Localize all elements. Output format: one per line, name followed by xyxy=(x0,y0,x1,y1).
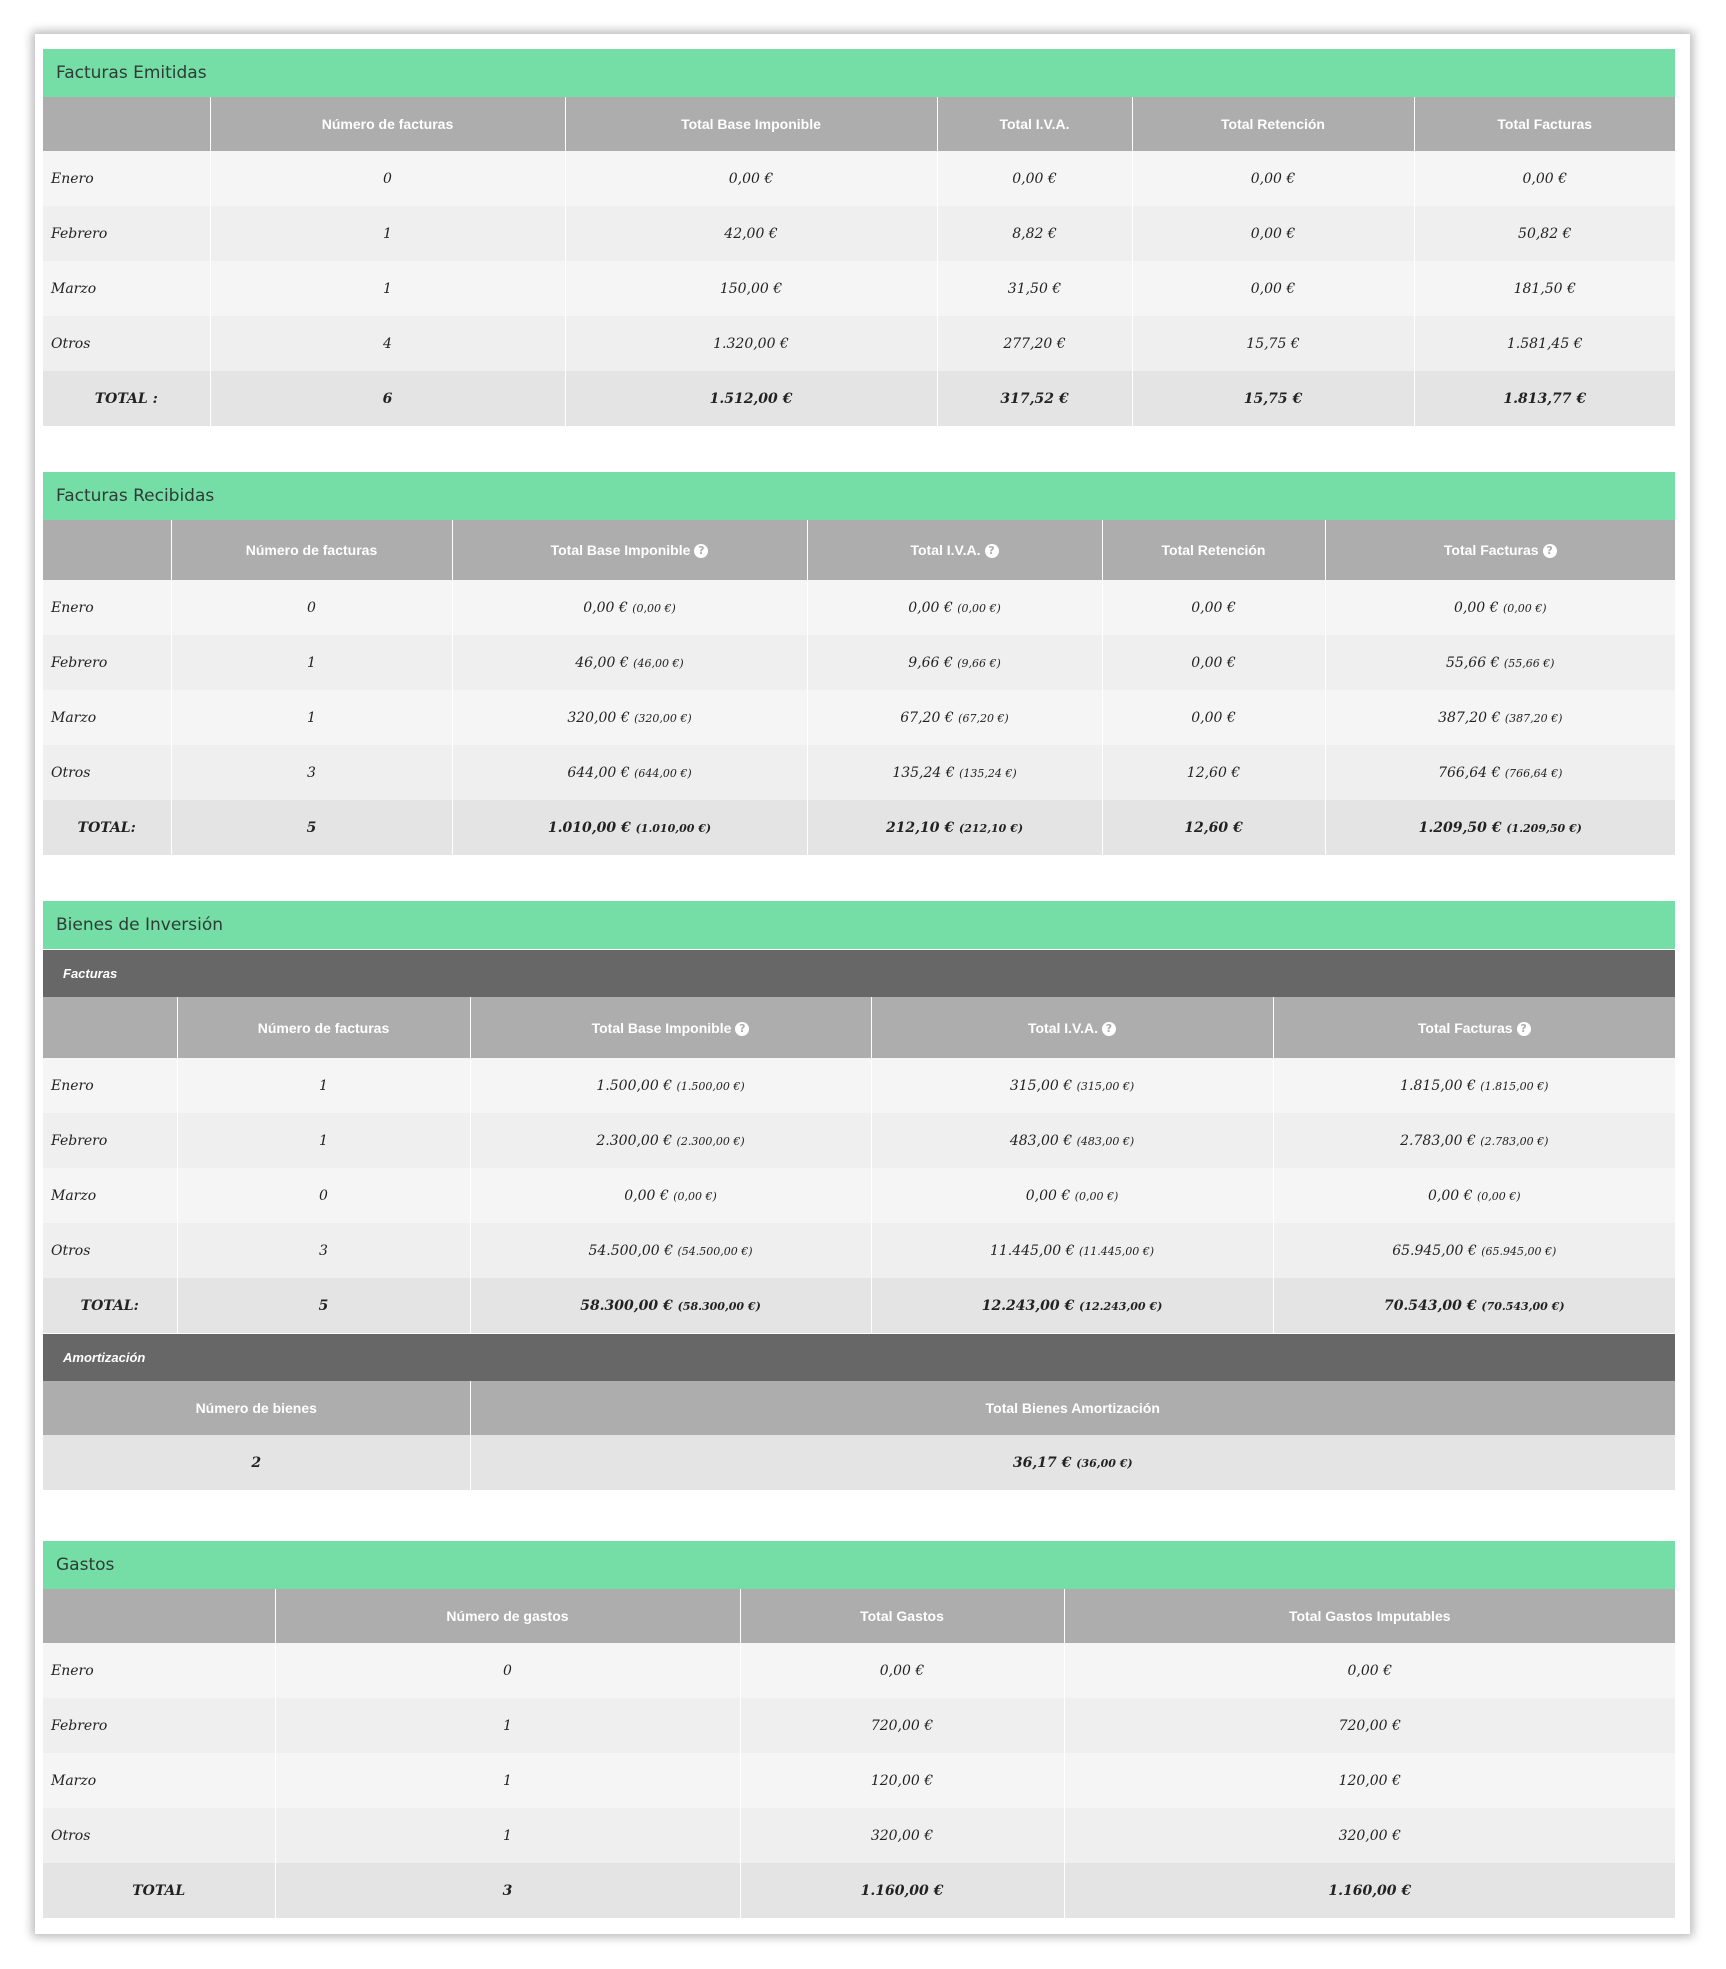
table-row xyxy=(43,745,1675,800)
value: 320,00 € xyxy=(567,709,630,726)
column-header: Total Gastos Imputables xyxy=(1064,1589,1675,1643)
table-header-row xyxy=(43,520,1675,580)
value: 2.783,00 € xyxy=(1400,1132,1476,1149)
column-header: Total I.V.A. xyxy=(937,97,1132,151)
amort-total xyxy=(470,1435,1675,1490)
cell-base xyxy=(452,580,807,635)
row-label: Enero xyxy=(43,580,171,635)
help-icon[interactable]: ? xyxy=(1517,1022,1531,1036)
value: 0,00 € xyxy=(908,599,953,616)
column-header: Número de facturas xyxy=(177,997,470,1058)
value: 483,00 € xyxy=(1009,1132,1073,1149)
cell-base: 42,00 € xyxy=(565,206,937,261)
cell-num: 4 xyxy=(210,316,565,371)
row-label: Otros xyxy=(43,745,171,800)
totals-label: TOTAL : xyxy=(43,371,210,426)
cell-iva xyxy=(871,1223,1273,1278)
total-facturas xyxy=(1325,800,1675,855)
total-base xyxy=(452,800,807,855)
cell-total xyxy=(1273,1058,1675,1113)
value-sub: (55,66 €) xyxy=(1503,656,1555,670)
cell-base xyxy=(452,745,807,800)
cell-num: 1 xyxy=(275,1753,740,1808)
value-sub: (0,00 €) xyxy=(957,601,1001,615)
cell-ret: 0,00 € xyxy=(1132,206,1414,261)
value: 0,00 € xyxy=(1025,1187,1071,1204)
value: 315,00 € xyxy=(1009,1077,1073,1094)
value: 70.543,00 € xyxy=(1383,1297,1477,1314)
table-row xyxy=(43,635,1675,690)
value: 54.500,00 € xyxy=(588,1242,674,1259)
value-sub: (2.300,00 €) xyxy=(676,1134,745,1148)
cell-iva xyxy=(807,635,1102,690)
column-header xyxy=(43,520,171,580)
totals-label: TOTAL: xyxy=(43,1278,177,1333)
column-header xyxy=(43,1589,275,1643)
cell-base xyxy=(470,1058,871,1113)
table-row xyxy=(43,316,1675,371)
total-num: 6 xyxy=(210,371,565,426)
cell-base: 0,00 € xyxy=(565,151,937,206)
total-iva xyxy=(871,1278,1273,1333)
table-row xyxy=(43,690,1675,745)
cell-num: 0 xyxy=(275,1643,740,1698)
cell-base xyxy=(470,1223,871,1278)
header-label: Total I.V.A. xyxy=(1027,1019,1098,1036)
row-label: Otros xyxy=(43,316,210,371)
row-label: Otros xyxy=(43,1223,177,1278)
section-gastos xyxy=(43,1541,1675,1918)
cell-total xyxy=(1325,690,1675,745)
value-sub: (11.445,00 €) xyxy=(1079,1244,1155,1258)
value-sub: (315,00 €) xyxy=(1076,1079,1135,1093)
value-sub: (766,64 €) xyxy=(1504,766,1563,780)
cell-ret: 0,00 € xyxy=(1132,261,1414,316)
total-iva: 317,52 € xyxy=(937,371,1132,426)
section-facturas-emitidas xyxy=(43,49,1675,426)
cell-imputables: 0,00 € xyxy=(1064,1643,1675,1698)
value: 0,00 € xyxy=(1453,599,1499,616)
cell-total xyxy=(1273,1223,1675,1278)
facturas-recibidas-table xyxy=(43,520,1675,855)
cell-base xyxy=(470,1168,871,1223)
section-bienes-inversion xyxy=(43,901,1675,1490)
amort-num: 2 xyxy=(43,1435,470,1490)
value-sub: (212,10 €) xyxy=(959,821,1024,835)
help-icon[interactable]: ? xyxy=(694,544,708,558)
value: 2.300,00 € xyxy=(596,1132,673,1149)
value: 1.010,00 € xyxy=(547,819,631,836)
section-facturas-recibidas xyxy=(43,472,1675,855)
value-sub: (9,66 €) xyxy=(957,656,1001,670)
cell-num: 1 xyxy=(177,1113,470,1168)
column-header: Número de facturas xyxy=(171,520,452,580)
column-header xyxy=(807,520,1102,580)
cell-ret: 0,00 € xyxy=(1102,635,1325,690)
cell-iva: 8,82 € xyxy=(937,206,1132,261)
value: 9,66 € xyxy=(908,654,953,671)
column-header: Número de gastos xyxy=(275,1589,740,1643)
cell-ret: 15,75 € xyxy=(1132,316,1414,371)
cell-total: 120,00 € xyxy=(740,1753,1064,1808)
totals-label: TOTAL xyxy=(43,1863,275,1918)
cell-iva xyxy=(871,1058,1273,1113)
value: 212,10 € xyxy=(885,819,955,836)
value-sub: (1.209,50 €) xyxy=(1506,821,1582,835)
value-sub: (1.010,00 €) xyxy=(635,821,712,835)
value-sub: (483,00 €) xyxy=(1076,1134,1135,1148)
table-header-row xyxy=(43,1589,1675,1643)
totals-row xyxy=(43,371,1675,426)
row-label: Otros xyxy=(43,1808,275,1863)
cell-total xyxy=(1325,635,1675,690)
value-sub: (0,00 €) xyxy=(632,601,676,615)
column-header xyxy=(470,997,871,1058)
cell-base: 1.320,00 € xyxy=(565,316,937,371)
help-icon[interactable]: ? xyxy=(1543,544,1557,558)
cell-num: 3 xyxy=(171,745,452,800)
total-facturas: 1.813,77 € xyxy=(1414,371,1675,426)
cell-num: 0 xyxy=(177,1168,470,1223)
row-label: Enero xyxy=(43,1643,275,1698)
table-row xyxy=(43,1753,1675,1808)
cell-iva xyxy=(871,1113,1273,1168)
subsection-facturas-bar: Facturas xyxy=(43,949,1675,997)
value-sub: (70.543,00 €) xyxy=(1481,1299,1565,1313)
column-header: Total Retención xyxy=(1102,520,1325,580)
value-sub: (387,20 €) xyxy=(1504,711,1563,725)
column-header: Total Facturas xyxy=(1414,97,1675,151)
column-header xyxy=(43,997,177,1058)
row-label: Marzo xyxy=(43,690,171,745)
cell-base: 150,00 € xyxy=(565,261,937,316)
value-sub: (0,00 €) xyxy=(1476,1189,1521,1203)
total-num: 5 xyxy=(171,800,452,855)
cell-num: 0 xyxy=(171,580,452,635)
value-sub: (36,00 €) xyxy=(1076,1456,1133,1470)
row-label: Febrero xyxy=(43,635,171,690)
section-title: Facturas Emitidas xyxy=(43,49,1675,97)
totals-row xyxy=(43,1863,1675,1918)
value-sub: (65.945,00 €) xyxy=(1481,1244,1557,1258)
value-sub: (46,00 €) xyxy=(633,656,684,670)
value: 387,20 € xyxy=(1438,709,1501,726)
value: 46,00 € xyxy=(575,654,629,671)
row-label: Marzo xyxy=(43,1753,275,1808)
row-label: Marzo xyxy=(43,1168,177,1223)
table-row xyxy=(43,261,1675,316)
total-num: 5 xyxy=(177,1278,470,1333)
cell-iva xyxy=(871,1168,1273,1223)
column-header: Total Gastos xyxy=(740,1589,1064,1643)
cell-num: 1 xyxy=(275,1698,740,1753)
column-header: Número de facturas xyxy=(210,97,565,151)
amortizacion-table xyxy=(43,1381,1675,1490)
amortizacion-row xyxy=(43,1435,1675,1490)
table-header-row xyxy=(43,997,1675,1058)
value-sub: (2.783,00 €) xyxy=(1480,1134,1549,1148)
cell-num: 1 xyxy=(177,1058,470,1113)
value-sub: (67,20 €) xyxy=(958,711,1009,725)
column-header: Total Retención xyxy=(1132,97,1414,151)
row-label: Enero xyxy=(43,151,210,206)
value: 58.300,00 € xyxy=(580,1297,673,1314)
row-label: Febrero xyxy=(43,1113,177,1168)
total-base: 1.512,00 € xyxy=(565,371,937,426)
cell-ret: 0,00 € xyxy=(1102,690,1325,745)
cell-total xyxy=(1325,580,1675,635)
value-sub: (54.500,00 €) xyxy=(677,1244,753,1258)
header-label: Total Base Imponible xyxy=(591,1019,732,1036)
column-header: Total Bienes Amortización xyxy=(470,1381,1675,1435)
cell-iva: 277,20 € xyxy=(937,316,1132,371)
row-label: Febrero xyxy=(43,1698,275,1753)
table-row xyxy=(43,1113,1675,1168)
value-sub: (12.243,00 €) xyxy=(1079,1299,1163,1313)
gastos-table xyxy=(43,1589,1675,1918)
total-num: 3 xyxy=(275,1863,740,1918)
table-row xyxy=(43,1698,1675,1753)
cell-imputables: 720,00 € xyxy=(1064,1698,1675,1753)
cell-base xyxy=(452,690,807,745)
cell-total: 181,50 € xyxy=(1414,261,1675,316)
cell-base xyxy=(470,1113,871,1168)
section-title: Gastos xyxy=(43,1541,1675,1589)
value: 67,20 € xyxy=(900,709,954,726)
cell-iva xyxy=(807,745,1102,800)
value-sub: (1.500,00 €) xyxy=(676,1079,745,1093)
total-base xyxy=(470,1278,871,1333)
column-header xyxy=(452,520,807,580)
cell-iva: 0,00 € xyxy=(937,151,1132,206)
cell-total: 0,00 € xyxy=(1414,151,1675,206)
cell-iva: 31,50 € xyxy=(937,261,1132,316)
total-facturas xyxy=(1273,1278,1675,1333)
section-title: Bienes de Inversión xyxy=(43,901,1675,949)
totals-row xyxy=(43,1278,1675,1333)
table-row xyxy=(43,580,1675,635)
cell-base xyxy=(452,635,807,690)
value: 36,17 € xyxy=(1012,1454,1072,1471)
table-row xyxy=(43,1643,1675,1698)
cell-total: 720,00 € xyxy=(740,1698,1064,1753)
value: 766,64 € xyxy=(1438,764,1501,781)
cell-ret: 0,00 € xyxy=(1132,151,1414,206)
total-iva xyxy=(807,800,1102,855)
value-sub: (0,00 €) xyxy=(1502,601,1547,615)
cell-total: 320,00 € xyxy=(740,1808,1064,1863)
value-sub: (0,00 €) xyxy=(673,1189,717,1203)
column-header: Total Base Imponible xyxy=(565,97,937,151)
value: 0,00 € xyxy=(1427,1187,1473,1204)
cell-total: 0,00 € xyxy=(740,1643,1064,1698)
value: 55,66 € xyxy=(1446,654,1500,671)
cell-num: 0 xyxy=(210,151,565,206)
bienes-inversion-facturas-table xyxy=(43,997,1675,1333)
table-row xyxy=(43,1168,1675,1223)
cell-total xyxy=(1273,1113,1675,1168)
column-header xyxy=(1273,997,1675,1058)
cell-num: 1 xyxy=(171,690,452,745)
cell-total: 50,82 € xyxy=(1414,206,1675,261)
subsection-amortizacion-bar: Amortización xyxy=(43,1333,1675,1381)
total-imputables: 1.160,00 € xyxy=(1064,1863,1675,1918)
value: 0,00 € xyxy=(624,1187,669,1204)
value-sub: (320,00 €) xyxy=(634,711,692,725)
table-header-row xyxy=(43,97,1675,151)
value: 1.815,00 € xyxy=(1400,1077,1476,1094)
cell-num: 1 xyxy=(275,1808,740,1863)
value: 1.209,50 € xyxy=(1418,819,1502,836)
value: 11.445,00 € xyxy=(989,1242,1075,1259)
cell-total xyxy=(1325,745,1675,800)
cell-num: 1 xyxy=(210,261,565,316)
value-sub: (58.300,00 €) xyxy=(677,1299,761,1313)
value: 65.945,00 € xyxy=(1392,1242,1477,1259)
table-row xyxy=(43,1808,1675,1863)
cell-total: 1.581,45 € xyxy=(1414,316,1675,371)
row-label: Enero xyxy=(43,1058,177,1113)
facturas-emitidas-table xyxy=(43,97,1675,426)
help-icon[interactable]: ? xyxy=(985,544,999,558)
totals-label: TOTAL: xyxy=(43,800,171,855)
table-row xyxy=(43,151,1675,206)
totals-row xyxy=(43,800,1675,855)
cell-num: 3 xyxy=(177,1223,470,1278)
section-title: Facturas Recibidas xyxy=(43,472,1675,520)
total-ret: 15,75 € xyxy=(1132,371,1414,426)
column-header xyxy=(871,997,1273,1058)
value-sub: (644,00 €) xyxy=(634,766,692,780)
cell-ret: 0,00 € xyxy=(1102,580,1325,635)
value: 0,00 € xyxy=(583,599,628,616)
header-label: Total I.V.A. xyxy=(910,542,981,558)
header-label: Total Base Imponible xyxy=(550,542,691,558)
cell-total xyxy=(1273,1168,1675,1223)
cell-num: 1 xyxy=(210,206,565,261)
cell-iva xyxy=(807,690,1102,745)
value-sub: (135,24 €) xyxy=(959,766,1017,780)
value-sub: (0,00 €) xyxy=(1074,1189,1119,1203)
table-header-row xyxy=(43,1381,1675,1435)
cell-imputables: 120,00 € xyxy=(1064,1753,1675,1808)
total-gastos: 1.160,00 € xyxy=(740,1863,1064,1918)
header-label: Total Facturas xyxy=(1417,1019,1513,1036)
table-row xyxy=(43,206,1675,261)
value-sub: (1.815,00 €) xyxy=(1480,1079,1549,1093)
cell-imputables: 320,00 € xyxy=(1064,1808,1675,1863)
column-header xyxy=(1325,520,1675,580)
header-label: Total Facturas xyxy=(1443,542,1539,558)
cell-iva xyxy=(807,580,1102,635)
value: 644,00 € xyxy=(567,764,630,781)
column-header: Número de bienes xyxy=(43,1381,470,1435)
value: 1.500,00 € xyxy=(596,1077,673,1094)
help-icon[interactable]: ? xyxy=(735,1022,749,1036)
report-panel xyxy=(35,34,1690,1934)
column-header xyxy=(43,97,210,151)
row-label: Febrero xyxy=(43,206,210,261)
value: 12.243,00 € xyxy=(981,1297,1075,1314)
total-ret: 12,60 € xyxy=(1102,800,1325,855)
value: 135,24 € xyxy=(892,764,955,781)
cell-ret: 12,60 € xyxy=(1102,745,1325,800)
table-row xyxy=(43,1223,1675,1278)
table-row xyxy=(43,1058,1675,1113)
help-icon[interactable]: ? xyxy=(1102,1022,1116,1036)
cell-num: 1 xyxy=(171,635,452,690)
row-label: Marzo xyxy=(43,261,210,316)
